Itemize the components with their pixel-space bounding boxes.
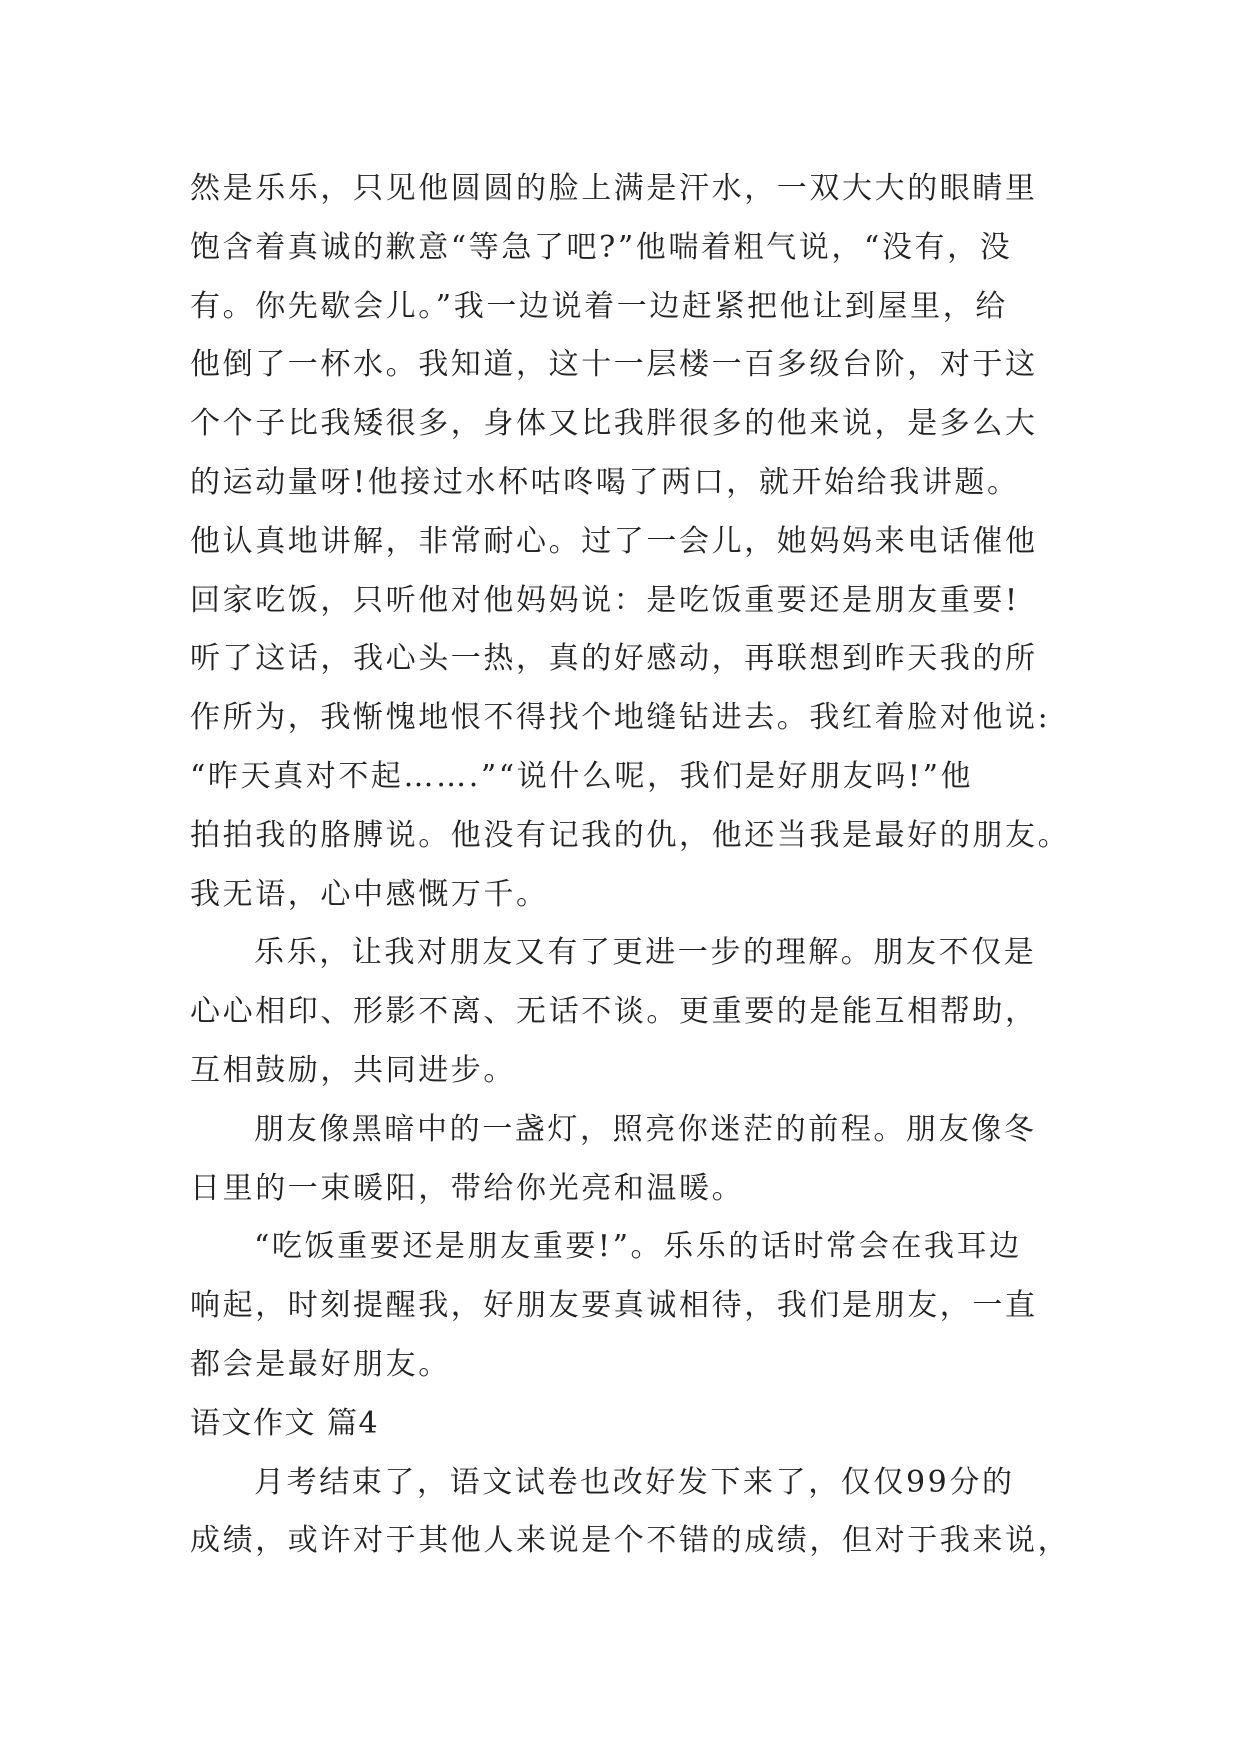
paragraph-start-line: “吃饭重要还是朋友重要!”。乐乐的话时常会在我耳边 xyxy=(254,1229,1022,1265)
text-line: “昨天真对不起…….”“说什么呢，我们是好朋友吗!”他 xyxy=(190,758,974,794)
text-line: 个个子比我矮很多，身体又比我胖很多的他来说，是多么大 xyxy=(190,406,1038,442)
paragraph-start-line: 月考结束了，语文试卷也改好发下来了，仅仅99分的 xyxy=(254,1464,1015,1500)
paragraph-start-line: 乐乐，让我对朋友又有了更进一步的理解。朋友不仅是 xyxy=(254,935,1037,971)
text-line: 听了这话，我心头一热，真的好感动，再联想到昨天我的所 xyxy=(190,641,1038,677)
text-line: 成绩，或许对于其他人来说是个不错的成绩，但对于我来说， xyxy=(190,1523,1071,1559)
text-line: 响起，时刻提醒我，好朋友要真诚相待，我们是朋友，一直 xyxy=(190,1288,1038,1324)
body-text xyxy=(190,160,1071,1571)
text-line: 心心相印、形影不离、无话不谈。更重要的是能互相帮助， xyxy=(190,994,1038,1030)
text-line: 拍拍我的胳膊说。他没有记我的仇，他还当我是最好的朋友。 xyxy=(190,817,1071,853)
section-heading: 语文作文 篇4 xyxy=(190,1405,380,1441)
text-line: 然是乐乐，只见他圆圆的脸上满是汗水，一双大大的眼睛里 xyxy=(190,171,1038,206)
text-line: 我无语，心中感慨万千。 xyxy=(190,876,549,912)
text-line: 作所为，我惭愧地恨不得找个地缝钻进去。我红着脸对他说: xyxy=(190,700,1051,736)
text-line: 有。你先歇会儿。”我一边说着一边赶紧把他让到屋里，给 xyxy=(190,288,1008,324)
text-line: 他倒了一杯水。我知道，这十一层楼一百多级台阶，对于这 xyxy=(190,347,1038,383)
text-line: 互相鼓励，共同进步。 xyxy=(190,1052,516,1088)
paragraph-start-line: 朋友像黑暗中的一盏灯，照亮你迷茫的前程。朋友像冬 xyxy=(254,1111,1037,1147)
text-line: 日里的一束暖阳，带给你光亮和温暖。 xyxy=(190,1170,745,1206)
text-line: 回家吃饭，只听他对他妈妈说：是吃饭重要还是朋友重要! xyxy=(190,582,1020,618)
text-line: 的运动量呀!他接过水杯咕咚喝了两口，就开始给我讲题。 xyxy=(190,464,1020,500)
text-line: 都会是最好朋友。 xyxy=(190,1346,451,1382)
text-line: 他认真地讲解，非常耐心。过了一会儿，她妈妈来电话催他 xyxy=(190,523,1038,559)
text-line: 饱含着真诚的歉意“等急了吧?”他喘着粗气说，“没有，没 xyxy=(190,229,1013,265)
